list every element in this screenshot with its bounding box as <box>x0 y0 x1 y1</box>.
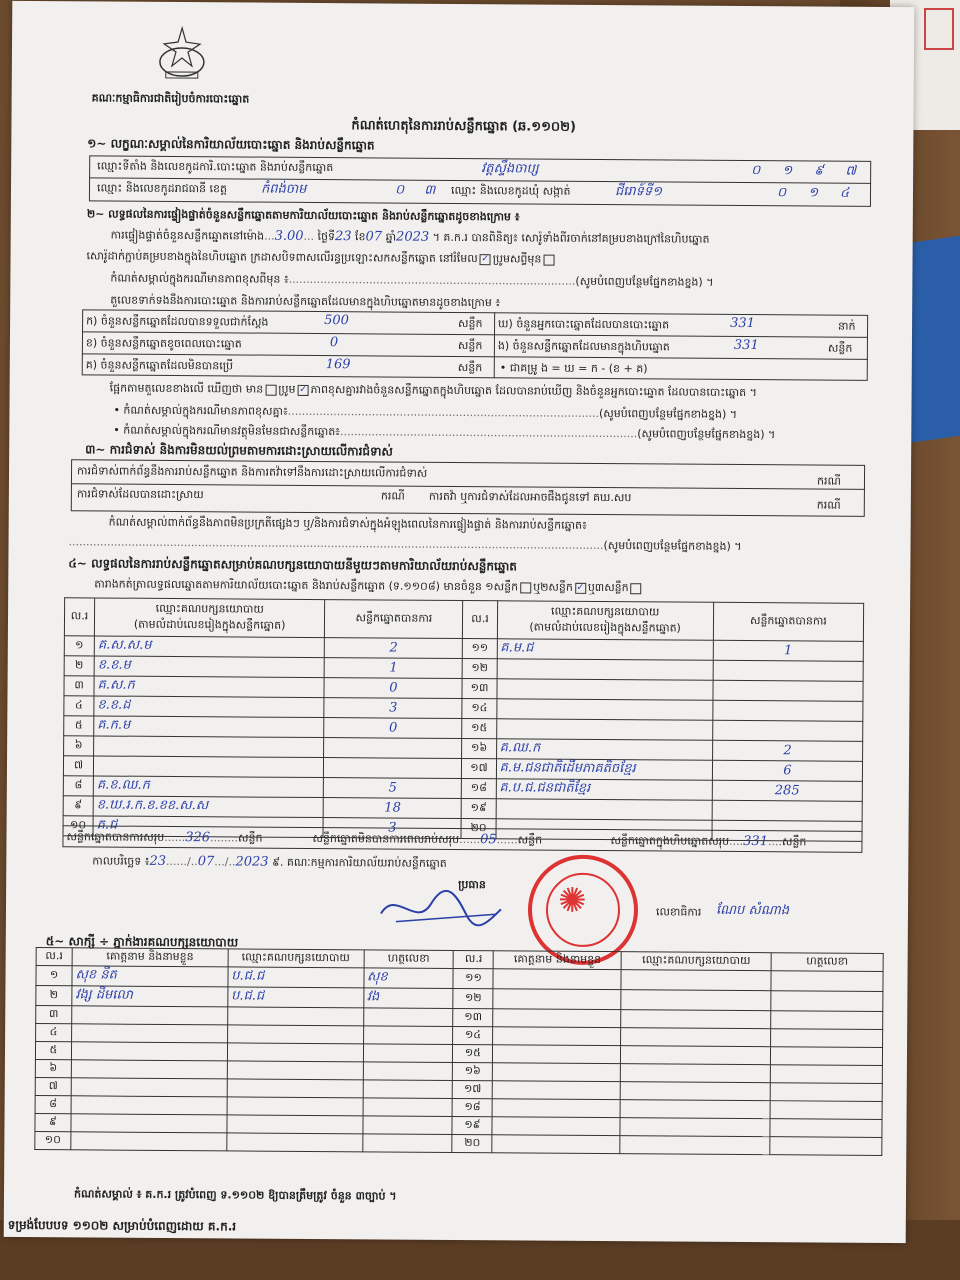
row-number: ១៨ <box>462 779 496 799</box>
witness-name <box>493 989 621 1010</box>
witness-name <box>493 1081 621 1100</box>
case-label: ករណី <box>816 498 841 512</box>
in-box-value: 331 <box>733 337 759 354</box>
witness-signature <box>770 1065 882 1084</box>
complaint-row2b: ការតវ៉ា ឬការជំទាស់ដែលអាចផឹងជូនទៅ គឃ.សប <box>428 489 632 505</box>
row-number: ១៦ <box>462 739 496 759</box>
party-name <box>496 679 712 701</box>
row-number: ៧ <box>35 1078 71 1096</box>
witness-name <box>71 1096 227 1115</box>
vote-count <box>712 720 862 741</box>
vote-count: 18 <box>323 798 461 819</box>
party-name: ខ.ឃ.រ.ក.ខ.ខខ.ស.ស <box>93 796 323 818</box>
footnote: កំណត់សម្គាល់ ៖ គ.ក.រ ត្រូវបំពេញ ទ.១១០២ ឱ្យបានត្រឹមត្រូវ ចំនួន ៣ច្បាប់ ។ <box>73 1187 397 1203</box>
col-party: ឈ្មោះគណបក្សនយោបាយ <box>621 952 771 971</box>
witness-party <box>620 1136 770 1155</box>
row-number: ៩ <box>63 796 93 816</box>
col-party: ឈ្មោះគណបក្សនយោបាយ (តាមលំដាប់លេខរៀងក្នុងសន្លឹកឆ្នោត) <box>94 598 325 638</box>
witness-name <box>71 1060 227 1079</box>
row-number: ១២ <box>453 988 493 1008</box>
secretary-label: លេខាធិការ <box>655 905 702 919</box>
location-label: ឈ្មោះទីតាំង និងលេខកូដការិ.បោះឆ្នោត និងរាប់សន្លឹកឆ្នោត <box>97 159 334 175</box>
received-value: 500 <box>324 313 349 329</box>
col-votes: សន្លឹកឆ្នោតបានការ <box>713 602 863 641</box>
witness-party <box>227 1097 363 1116</box>
col-signature: ហត្ថលេខា <box>364 950 454 969</box>
section2-heading: ២~ លទ្ធផលនៃការផ្ទៀងផ្ទាត់ចំនួនសន្លឹកឆ្នោតតាមការិយាល័យបោះឆ្នោត និងរាប់សន្លឹកឆ្នោតដូចខាងក្រោម ៖ <box>86 207 520 224</box>
form-title: កំណត់ហេតុនៃការរាប់សន្លឹកឆ្នោត (ឆ.១១០២) <box>351 118 576 135</box>
row-number: ៥ <box>64 716 94 736</box>
province-value: កំពង់ចាម <box>260 181 307 197</box>
witness-signature: វង <box>363 988 453 1009</box>
witness-party <box>620 1100 770 1119</box>
section5-heading: ៥~ សាក្សី ÷ ភ្នាក់ងារគណបក្សនយោបាយ <box>45 934 239 950</box>
witness-name <box>493 1009 621 1028</box>
witness-party <box>620 1118 770 1137</box>
witness-table <box>34 947 883 1156</box>
vote-count: 285 <box>712 780 862 801</box>
nec-logo-icon <box>156 22 208 82</box>
case-label: ករណី <box>816 474 841 488</box>
row-number: ១៧ <box>462 759 496 779</box>
unused-label: គ) ចំនួនសន្លឹកឆ្នោតដែលមិនបានប្រើ <box>85 358 234 373</box>
results-table <box>62 597 864 842</box>
witness-name <box>493 1027 621 1046</box>
vote-count: 3 <box>324 698 462 719</box>
witness-party <box>227 1025 363 1044</box>
party-name <box>497 659 713 681</box>
row-number: ១៥ <box>462 719 496 739</box>
vote-count: 1 <box>324 658 462 679</box>
chair-label: ប្រធាន <box>458 878 486 892</box>
party-name <box>94 736 324 758</box>
spoiled-value: 0 <box>329 335 339 351</box>
row-number: ១៩ <box>462 799 496 819</box>
row-number: ៦ <box>35 1060 71 1078</box>
commune-value: ជីរោទ៍ទី១ <box>614 184 663 200</box>
row-number: ២០ <box>461 819 495 839</box>
witness-signature <box>770 1101 882 1120</box>
witness-signature <box>771 1029 883 1048</box>
row-number: ១៦ <box>453 1062 493 1080</box>
party-name <box>496 719 712 741</box>
row-number: ១៣ <box>462 679 496 699</box>
witness-signature <box>770 1047 882 1066</box>
col-no: ល.រ <box>64 598 94 636</box>
seal-line: សោរ៉ូដាក់ភ្ជាប់គម្របខាងក្នុងនៃហិបឆ្នោត ក្រដាសបិទពាសលើរន្ធប្រឡោះសកសន្លឹកឆ្នោត នៅរំមែល ✓ ប្រូមសព្វីមុន <box>86 249 556 268</box>
unit: សន្លឹក <box>457 338 483 353</box>
form-footer: ទម្រង់បែបបទ ១១០២ សម្រាប់បំពេញដោយ គ.ក.រ <box>7 1217 237 1234</box>
row-number: ១៣ <box>453 1008 493 1026</box>
witness-signature <box>771 971 883 992</box>
irregularity-line: .........................................................................................................................................................(សូមបំពេញបន្ថែមផ្នែកខាងខ្នង) ។ <box>68 535 742 553</box>
vote-count: 0 <box>324 718 462 739</box>
secretary-signature: ណែប សំណាង <box>715 902 790 919</box>
row-number: ៨ <box>35 1096 71 1114</box>
spoiled-label: ខ) ចំនួនសន្លឹកឆ្នោតខូចពេលបោះឆ្នោត <box>85 336 242 351</box>
witness-party <box>621 1046 771 1065</box>
witness-signature <box>363 1008 453 1027</box>
difference-line: ផ្អែកតាមតួលេខខាងលើ ឃើញថា មាន ប្រូម ✓ ភាពខុសគ្នារវាងចំនួនសន្លឹកឆ្នោតក្នុងហិបឆ្នោត ដែលបានរាប់ឃើញ និងចំនួនអ្នកបោះឆ្នោត ដែលបានបោះឆ្នោត ។ <box>109 381 757 400</box>
party-name: ខ.ខ.ម <box>94 656 324 678</box>
vote-count <box>712 800 862 821</box>
witness-name <box>492 1099 620 1118</box>
witness-party <box>620 1082 770 1101</box>
row-number: ១១ <box>453 968 493 988</box>
red-mark <box>924 8 954 50</box>
complaint-row1: ការជំទាស់ពាក់ព័ន្ធនឹងការរាប់សន្លឹកឆ្នោត និងការតវ៉ាទៅនឹងការដោះស្រាយលើការជំទាស់ <box>77 464 428 480</box>
vote-count <box>713 660 863 681</box>
row-number: ៣ <box>64 676 94 696</box>
total-valid: សន្លឹកឆ្នោតបានការសរុប......326........សន្លឹក <box>66 830 263 846</box>
row-number: ១៧ <box>453 1080 493 1098</box>
row-number: ១០ <box>35 1132 71 1150</box>
row-number: ២ <box>36 986 72 1006</box>
witness-name <box>493 969 621 990</box>
witness-party: ប.ជ.ជ <box>228 967 364 988</box>
commune-code: ០១៤ <box>776 185 872 201</box>
witness-party: ប.ជ.ជ <box>228 987 364 1008</box>
commune-label: ឈ្មោះ និងលេខកូដឃុំ សង្កាត់ <box>450 183 571 198</box>
witness-signature <box>363 1080 453 1099</box>
verify-month: 07 <box>365 229 383 245</box>
row-number: ៩ <box>35 1114 71 1132</box>
col-name: គោត្តនាម និងនាមខ្លួន <box>494 951 622 970</box>
col-signature: ហត្ថលេខា <box>771 953 883 972</box>
party-name: គ.ក.ម <box>94 716 324 738</box>
total-in-box: សន្លឹកឆ្នោតក្នុងហិបឆ្នោតសរុប....331....សន្លឹក <box>610 833 807 850</box>
vote-count: 1 <box>713 640 863 661</box>
row-number: ១៩ <box>452 1116 492 1134</box>
vote-count: 2 <box>325 638 463 659</box>
formula: • ជាគម្រូ ង = ឃ = ក - (ខ + គ) <box>499 361 648 376</box>
witness-name <box>492 1135 620 1154</box>
witness-name: សុខ នីត <box>72 966 228 987</box>
row-number: ៥ <box>35 1042 71 1060</box>
in-box-label: ង) ចំនួនសន្លឹកឆ្នោតដែលមានក្នុងហិបឆ្នោត <box>497 339 670 354</box>
verify-day: 23 <box>334 229 352 245</box>
case-label: ករណី <box>380 489 405 503</box>
object-note: • កំណត់សម្គាល់ក្នុងករណីមានវត្ថុមិនមែនជាសន្លឹកឆ្នោត៖.....................................................................................(សូមបំពេញបន្ថែមផ្នែកខាងខ្នង) ។ <box>113 423 776 442</box>
witness-signature <box>770 1137 882 1156</box>
section3-heading: ៣~ ការជំទាស់ និងការមិនយល់ព្រមតាមការដោះស្រាយលើការជំទាស់ <box>85 442 393 459</box>
witness-signature <box>363 1062 453 1081</box>
row-number: ១០ <box>63 816 93 836</box>
witness-signature <box>771 991 883 1012</box>
complaint-row2: ការជំទាស់ដែលបានដោះស្រាយ <box>76 487 204 502</box>
col-name: គោត្តនាម និងនាមខ្លួន <box>72 948 228 967</box>
party-name: គ.ម.ជ <box>497 639 713 661</box>
irregularity-note: កំណត់សម្គាល់ពាក់ព័ន្ធនឹងភាពមិនប្រក្រតីផ្សេងៗ ឬ/និងការជំទាស់ក្នុងអំឡុងពេលនៃការផ្ទៀងផ្ទាត់ និងការរាប់សន្លឹកឆ្នោត៖ <box>108 515 587 532</box>
row-number: ៦ <box>64 736 94 756</box>
unit: សន្លឹក <box>827 341 853 355</box>
witness-signature <box>362 1116 452 1135</box>
received-label: ក) ចំនួនសន្លឹកឆ្នោតដែលបានទទួលជាក់ស្តែង <box>86 314 269 329</box>
party-name: គ.ម.ជនជាតិដើមភាគតិចខ្មែរ <box>496 759 712 781</box>
col-party: ឈ្មោះគណបក្សនយោបាយ (តាមលំដាប់លេខរៀងក្នុងសន្លឹកឆ្នោត) <box>497 601 714 641</box>
vote-count <box>324 738 462 759</box>
row-number: ៧ <box>63 756 93 776</box>
witness-party <box>227 1007 363 1026</box>
row-number: ១៨ <box>453 1098 493 1116</box>
witness-name <box>72 1024 228 1043</box>
voters-value: 331 <box>730 315 755 332</box>
official-stamp: ✺ <box>528 854 639 965</box>
party-name: គ.ខ.ឈ.ក <box>93 776 323 798</box>
party-name <box>496 799 712 821</box>
unit: សន្លឹក <box>457 360 483 375</box>
witness-party <box>227 1115 363 1134</box>
form-page <box>4 1 915 1243</box>
witness-name <box>493 1045 621 1064</box>
row-number: ១៤ <box>453 1026 493 1044</box>
unit: សន្លឹក <box>458 316 483 331</box>
figures-intro: តួលេខទាក់ទងនឹងការបោះឆ្នោត និងការរាប់សន្លឹកឆ្នោតដែលមានក្នុងហិបឆ្នោតមានដូចខាងក្រោម ៖ <box>110 293 501 310</box>
row-number: ៣ <box>36 1006 72 1024</box>
org-name: គណៈកម្មាធិការជាតិរៀបចំការបោះឆ្នោត <box>91 91 250 106</box>
col-no: ល.រ <box>463 601 497 639</box>
col-votes: សន្លឹកឆ្នោតបានការ <box>325 600 463 639</box>
row-number: ៤ <box>64 696 94 716</box>
vote-count <box>713 680 863 701</box>
verify-year: 2023 <box>396 229 430 245</box>
row-number: ២០ <box>452 1134 492 1152</box>
witness-party <box>621 1064 771 1083</box>
unit: នាក់ <box>838 319 856 333</box>
section1-heading: ១~ លក្ខណៈសម្គាល់នៃការិយាល័យបោះឆ្នោត និងរាប់សន្លឹកឆ្នោត <box>87 136 375 153</box>
witness-party <box>621 1028 771 1047</box>
vote-count: 5 <box>324 778 462 799</box>
witness-signature <box>770 1119 882 1138</box>
diff-note: • កំណត់សម្គាល់ក្នុងករណីមានភាពខុសគ្នា៖.........................................................................................(សូមបំពេញបន្ថែមផ្នែកខាងខ្នង) ។ <box>113 403 738 421</box>
location-code: ០១៩៧ <box>751 163 879 179</box>
row-number: ៤ <box>36 1024 72 1042</box>
total-invalid: សន្លឹកឆ្នោតមិនបានការពេលរាប់សរុប......05......សន្លឹក <box>312 831 543 848</box>
row-number: ១ <box>64 636 94 656</box>
col-no: ល.រ <box>36 948 72 966</box>
row-number: ១២ <box>463 659 497 679</box>
row-number: ៨ <box>63 776 93 796</box>
witness-party <box>621 1010 771 1029</box>
witness-party <box>621 990 771 1011</box>
witness-signature <box>363 1026 453 1045</box>
province-code: ០៣ <box>394 182 456 198</box>
diff-note-line: កំណត់សម្គាល់ក្នុងករណីមានភាពខុសពីមុន ៖..................................................................................(សូមបំពេញបន្ថែមផ្នែកខាងខ្នង) ។ <box>110 271 714 289</box>
party-name <box>93 756 323 778</box>
witness-signature <box>362 1134 452 1153</box>
witness-name <box>493 1063 621 1082</box>
witness-name: វង្ស ដឹមលោ <box>72 986 228 1007</box>
witness-party <box>227 1043 363 1062</box>
unused-value: 169 <box>325 357 351 373</box>
witness-signature <box>363 1098 453 1117</box>
witness-party <box>621 970 771 991</box>
witness-signature <box>770 1083 882 1102</box>
witness-name <box>71 1114 227 1133</box>
row-number: ១១ <box>463 639 497 659</box>
witness-party <box>227 1061 363 1080</box>
vote-count <box>324 758 462 779</box>
vote-count: 2 <box>712 740 862 761</box>
witness-signature <box>771 1011 883 1030</box>
witness-party <box>227 1133 363 1152</box>
province-label: ឈ្មោះ និងលេខកូដរាជធានី ខេត្ត <box>96 181 228 196</box>
date-line: កាលបរិច្ឆេទ ៖23....../..07.../..2023 ៩. គណៈកម្មការការិយាល័យរាប់សន្លឹកឆ្នោត <box>92 853 447 870</box>
chair-signature <box>376 883 506 934</box>
party-name: គ.ជ <box>93 816 323 838</box>
voters-label: ឃ) ចំនួនអ្នកបោះឆ្នោតដែលបានបោះឆ្នោត <box>498 317 670 332</box>
witness-signature <box>363 1044 453 1063</box>
vote-count: 3 <box>323 818 461 839</box>
row-number: ២ <box>64 656 94 676</box>
verify-time: 3.00 <box>274 228 304 244</box>
witness-name <box>71 1132 227 1151</box>
party-name <box>496 699 712 721</box>
party-name: ខ.ខ.ដ <box>94 696 324 718</box>
party-name: គ.ប.ជ.ជនជាតិខ្មែរ <box>496 779 712 801</box>
witness-name <box>71 1078 227 1097</box>
verify-line: ការផ្ទៀងផ្ទាត់ចំនួនសន្លឹកឆ្នោតនៅម៉ោង...3.00... ថ្ងៃទី23 ខែ07 ឆ្នាំ2023 ។ គ.ក.រ បានពិនិត្យ៖ សោរ៉ូ‌ទាំងពីរចាក់នៅគម្របខាងក្រៅនៃហិបឆ្នោត <box>110 228 710 246</box>
witness-party <box>227 1079 363 1098</box>
party-name: គ.ស.ស.ម <box>94 636 324 658</box>
row-number: ១៤ <box>462 699 496 719</box>
section4-heading: ៤~ លទ្ធផលនៃការរាប់សន្លឹកឆ្នោតសម្រាប់គណបក្សនយោបាយនីមួយៗតាមការិយាល័យរាប់សន្លឹកឆ្នោត <box>68 556 517 574</box>
row-number: ១៥ <box>453 1044 493 1062</box>
witness-name <box>492 1117 620 1136</box>
col-party: ឈ្មោះគណបក្សនយោបាយ <box>228 949 364 968</box>
party-name: គ.ស.ក <box>94 676 324 698</box>
witness-signature: សុខ <box>364 968 454 989</box>
location-value: វត្តស្ទឹងចាប្ស <box>481 161 539 177</box>
party-name: គ.ឈ.ក <box>496 739 712 761</box>
vote-count: 6 <box>712 760 862 781</box>
witness-name <box>71 1042 227 1061</box>
witness-name <box>72 1006 228 1025</box>
result-sheet-line: តារាងកត់ត្រាលទ្ធផលឆ្នោតតាមការិយាល័យបោះឆ្នោត និងរាប់សន្លឹកឆ្នោត (ទ.១១០៨) មានចំនួន ១សន្លឹក ឬ២សន្លឹក ✓ ឬ៣សន្លឹក <box>94 577 644 597</box>
row-number: ១ <box>36 966 72 986</box>
vote-count <box>713 700 863 721</box>
vote-count: 0 <box>324 678 462 699</box>
col-no: ល.រ <box>454 950 494 968</box>
